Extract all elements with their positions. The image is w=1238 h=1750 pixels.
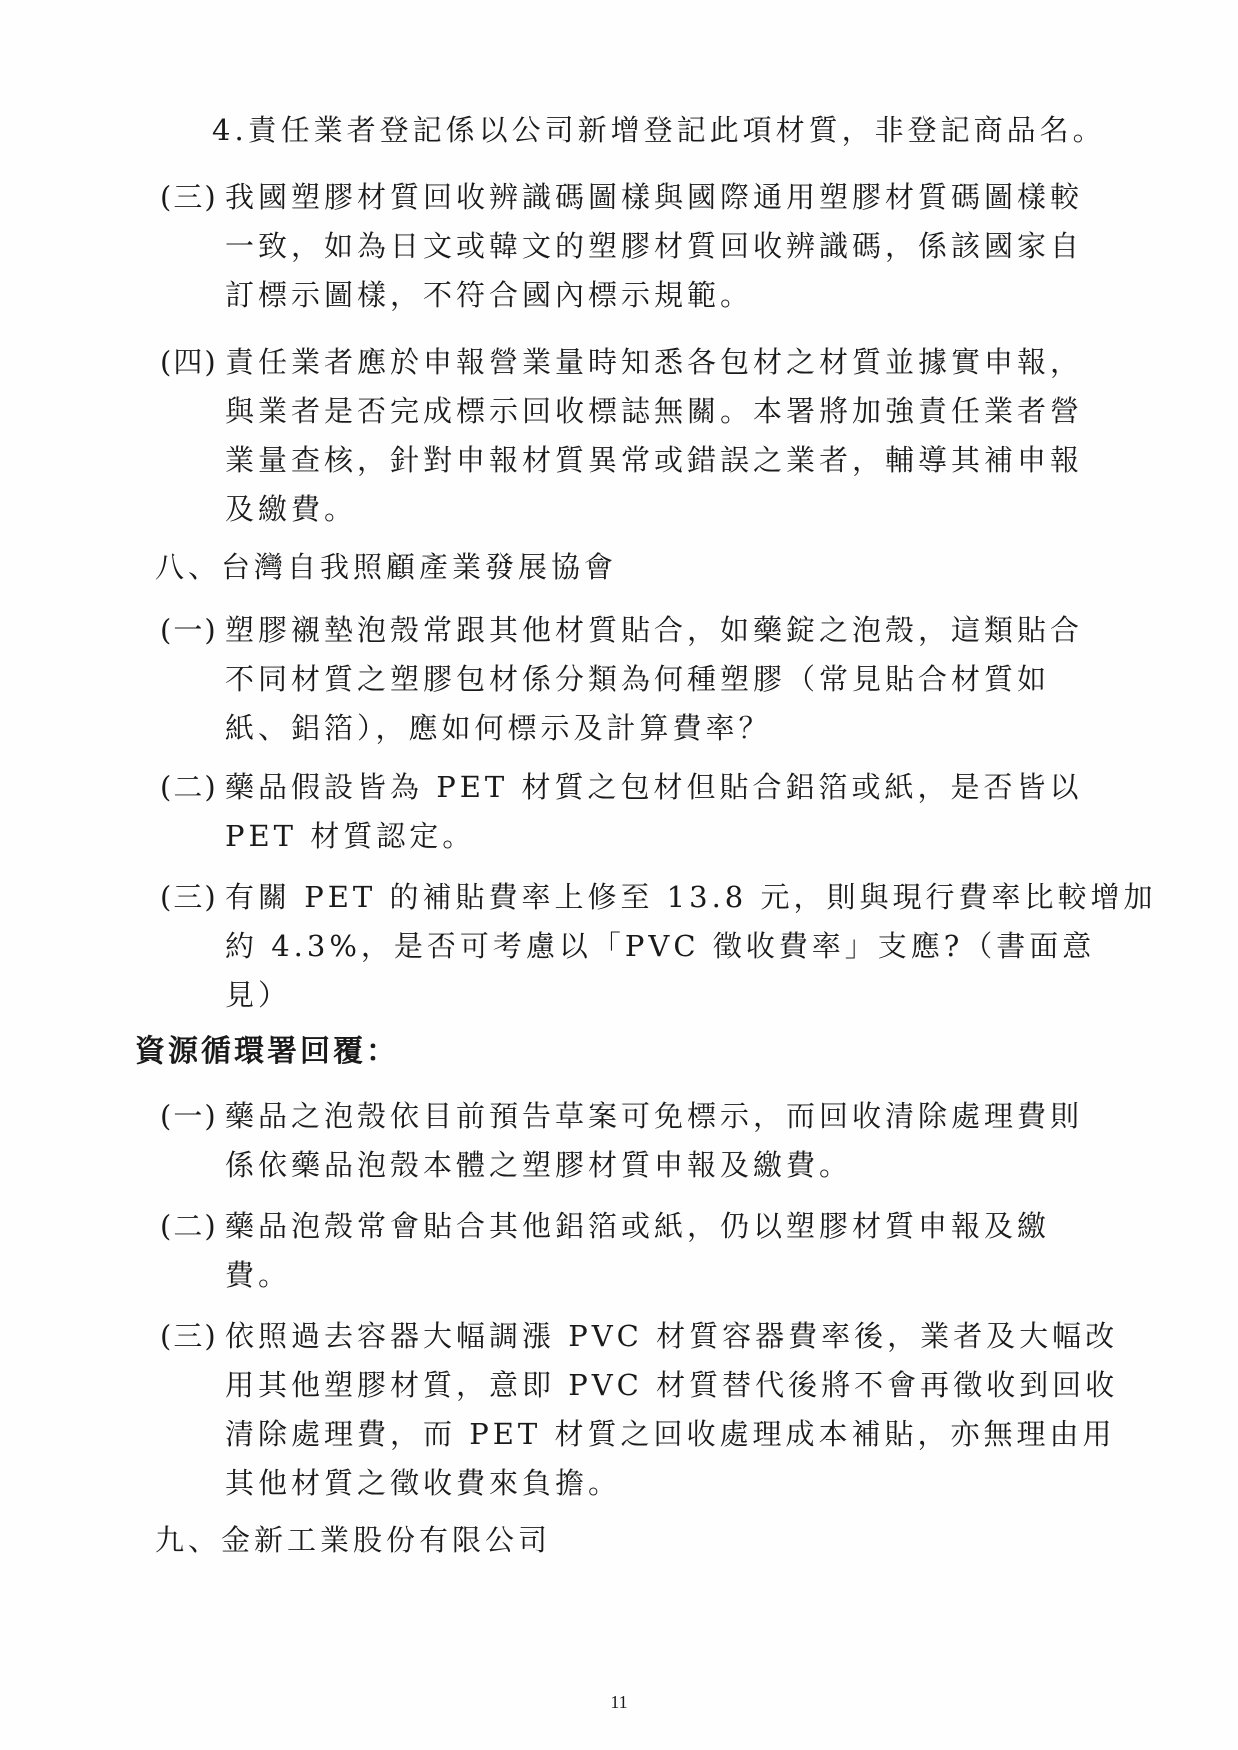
paragraph-line: 與業者是否完成標示回收標誌無關。本署將加強責任業者營 xyxy=(225,394,1084,428)
reply-heading: 資源循環署回覆： xyxy=(135,1034,399,1069)
paragraph-line: 我國塑膠材質回收辨識碼圖樣與國際通用塑膠材質碼圖樣較 xyxy=(225,180,1084,214)
section-heading-9: 九、金新工業股份有限公司 xyxy=(155,1523,552,1557)
paragraph-line: 一致，如為日文或韓文的塑膠材質回收辨識碼，係該國家自 xyxy=(225,229,1084,263)
paragraph-line: 清除處理費，而 PET 材質之回收處理成本補貼，亦無理由用 xyxy=(225,1417,1116,1451)
list-marker-3: (三) xyxy=(160,180,218,214)
paragraph-line: 約 4.3%，是否可考慮以「PVC 徵收費率」支應?（書面意 xyxy=(225,929,1096,963)
paragraph-line: 見） xyxy=(225,978,292,1012)
paragraph-line: 紙、鋁箔），應如何標示及計算費率？ xyxy=(225,711,772,745)
list-marker-1: (一) xyxy=(160,613,218,647)
paragraph-line: 不同材質之塑膠包材係分類為何種塑膠（常見貼合材質如 xyxy=(225,662,1051,696)
paragraph-line: PET 材質認定。 xyxy=(225,819,476,853)
list-marker-2: (二) xyxy=(160,1209,218,1243)
paragraph-line: 藥品泡殼常會貼合其他鋁箔或紙，仍以塑膠材質申報及繳 xyxy=(225,1209,1051,1243)
paragraph-line: 用其他塑膠材質，意即 PVC 材質替代後將不會再徵收到回收 xyxy=(225,1368,1119,1402)
section-heading-8: 八、台灣自我照顧產業發展協會 xyxy=(155,550,618,584)
page-number: 11 xyxy=(610,1692,628,1712)
paragraph-line: 責任業者應於申報營業量時知悉各包材之材質並據實申報， xyxy=(225,345,1084,379)
list-marker-3: (三) xyxy=(160,1319,218,1353)
paragraph-line: 其他材質之徵收費來負擔。 xyxy=(225,1466,622,1500)
list-marker-2: (二) xyxy=(160,770,218,804)
paragraph-line: 塑膠襯墊泡殼常跟其他材質貼合，如藥錠之泡殼，這類貼合 xyxy=(225,613,1084,647)
paragraph-line: 及繳費。 xyxy=(225,492,358,526)
list-marker-4: (四) xyxy=(160,345,218,379)
paragraph-line: 藥品之泡殼依目前預告草案可免標示，而回收清除處理費則 xyxy=(225,1099,1084,1133)
list-marker-1: (一) xyxy=(160,1099,218,1133)
paragraph-line: 費。 xyxy=(225,1258,292,1292)
list-item-4: 4.責任業者登記係以公司新增登記此項材質，非登記商品名。 xyxy=(212,113,1106,147)
paragraph-line: 有關 PET 的補貼費率上修至 13.8 元，則與現行費率比較增加 xyxy=(225,880,1157,914)
paragraph-line: 藥品假設皆為 PET 材質之包材但貼合鋁箔或紙，是否皆以 xyxy=(225,770,1083,804)
paragraph-line: 業量查核，針對申報材質異常或錯誤之業者，輔導其補申報 xyxy=(225,443,1084,477)
list-marker-3: (三) xyxy=(160,880,218,914)
paragraph-line: 係依藥品泡殼本體之塑膠材質申報及繳費。 xyxy=(225,1148,853,1182)
paragraph-line: 依照過去容器大幅調漲 PVC 材質容器費率後，業者及大幅改 xyxy=(225,1319,1119,1353)
paragraph-line: 訂標示圖樣，不符合國內標示規範。 xyxy=(225,278,754,312)
